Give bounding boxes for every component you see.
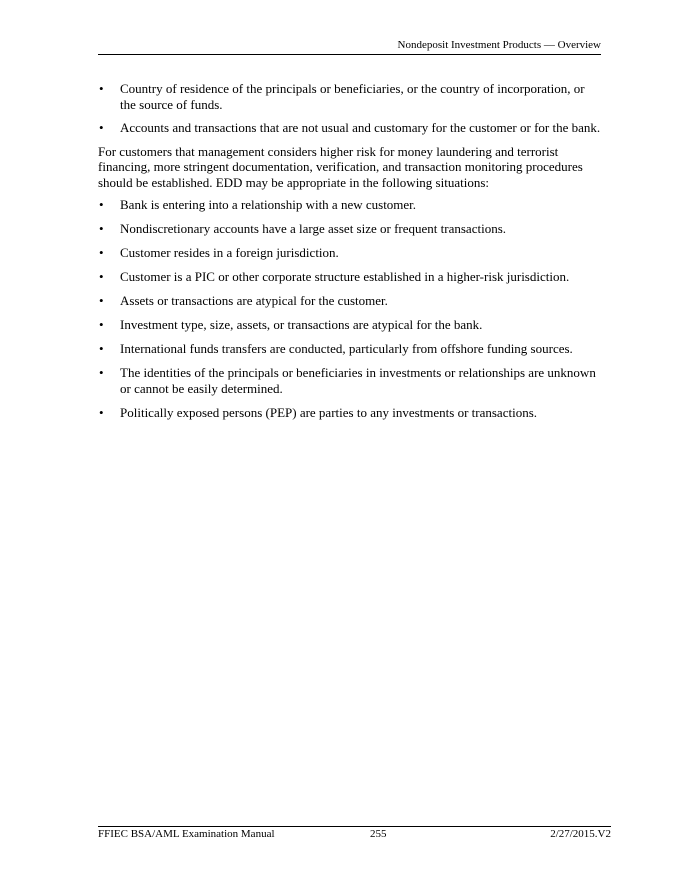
list-item-text: Nondiscretionary accounts have a large asset size or frequent transactions. (120, 221, 507, 236)
bullet-icon: • (99, 197, 104, 212)
bullet-icon: • (99, 269, 104, 284)
list-item-text: Accounts and transactions that are not usual and customary for the customer or for the bank. (120, 120, 601, 135)
list-item-text: Politically exposed persons (PEP) are parties to any investments or transactions. (120, 404, 537, 420)
bullet-icon: • (99, 404, 104, 420)
list-item-text: The identities of the principals or beneficiaries in investments or relationships are unknown or cannot be easily determined. (120, 365, 596, 396)
bullet-icon: • (99, 365, 104, 380)
list-item-text: Bank is entering into a relationship with a new customer. (120, 197, 417, 212)
page-footer (98, 826, 611, 840)
running-header (98, 38, 601, 55)
list-item (98, 269, 603, 285)
header-title: Nondeposit Investment Products — Overview (397, 39, 601, 51)
list-item-text: Customer resides in a foreign jurisdiction. (120, 245, 339, 260)
page-number: 255 (370, 828, 387, 840)
list-item-text: Customer is a PIC or other corporate structure established in a higher-risk jurisdiction. (120, 269, 570, 284)
bullet-icon: • (99, 221, 104, 236)
bullet-icon: • (99, 245, 104, 260)
list-item (98, 245, 603, 261)
document-body (98, 81, 603, 429)
bullet-list-situations (98, 197, 603, 420)
footer-manual-title: FFIEC BSA/AML Examination Manual (98, 828, 275, 840)
bullet-icon: • (99, 120, 104, 135)
list-item (98, 197, 603, 213)
bullet-icon: • (99, 293, 104, 308)
list-item (98, 81, 603, 112)
list-item (98, 405, 603, 421)
list-item (98, 293, 603, 309)
list-item-text: Country of residence of the principals or beneficiaries, or the country of incorporation, or the source of funds. (120, 81, 585, 112)
list-item (98, 341, 603, 357)
list-item (98, 120, 603, 136)
list-item (98, 221, 603, 237)
footer-version-date: 2/27/2015.V2 (550, 828, 611, 840)
list-item-text: Assets or transactions are atypical for the customer. (120, 293, 388, 308)
bullet-list-factors (98, 81, 603, 136)
bullet-icon: • (99, 341, 104, 356)
bullet-icon: • (99, 81, 104, 96)
bullet-icon: • (99, 317, 104, 332)
list-item (98, 365, 603, 396)
list-item-text: International funds transfers are conducted, particularly from offshore funding sources. (120, 341, 573, 356)
list-item-text: Investment type, size, assets, or transactions are atypical for the bank. (120, 317, 483, 332)
list-item (98, 317, 603, 333)
body-paragraph: For customers that management considers higher risk for money laundering and terrorist financing, more stringent documentation, verification, and transaction monitoring procedures should be established. EDD may be appropriate in the following situations: (98, 143, 583, 190)
